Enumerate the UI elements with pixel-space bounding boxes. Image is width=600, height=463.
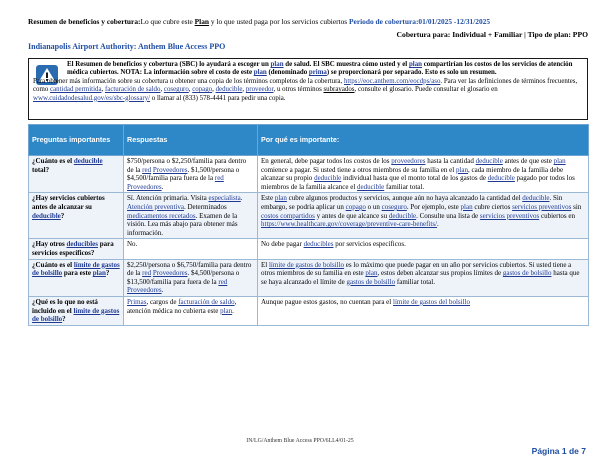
- w-text: . Consulte una lista de: [416, 211, 480, 220]
- plan-link[interactable]: plan: [365, 269, 378, 278]
- primas-link[interactable]: Primas: [127, 297, 147, 306]
- header-preguntas: Preguntas importantes: [29, 125, 124, 156]
- question-cell: [29, 156, 124, 193]
- w-text: En general, debe pagar todos los costos de los: [261, 157, 392, 165]
- copago-link[interactable]: copago: [345, 202, 366, 211]
- deducibles-link[interactable]: deducibles: [66, 240, 98, 249]
- table-header-row: [29, 125, 589, 156]
- a-text: .: [232, 306, 234, 315]
- q-text: ?: [62, 315, 66, 324]
- a-text: .: [240, 194, 243, 203]
- notice-r3: , u otros términos: [273, 86, 324, 94]
- why-cell: [258, 239, 589, 259]
- w-text: es lo máximo que puede pagar en un año por servicios cubiertos. Si usted tiene a otros miembros de su familia en este: [261, 260, 572, 278]
- w-text: cubiertos en: [539, 211, 575, 220]
- sbc-title-text-a: Lo que cubre este: [140, 17, 195, 26]
- proveedores-link[interactable]: Proveedores: [127, 286, 162, 295]
- especialista-link[interactable]: especialista: [208, 194, 241, 203]
- red-link[interactable]: red: [142, 269, 152, 278]
- q-text: para servicios específicos?: [32, 240, 114, 257]
- why-cell: [258, 156, 589, 193]
- notice-p1: El Resumen de beneficios y cobertura (SBC) lo ayudará a escoger un: [67, 61, 271, 68]
- w-text: , estos deben alcanzar sus propios límites de: [377, 269, 503, 278]
- term-deducible[interactable]: deducible: [215, 86, 243, 94]
- table-row: [29, 239, 589, 259]
- a-text: No.: [127, 240, 138, 249]
- a-text: . $4,500/persona o $13,500/familia para fuera de la: [127, 269, 240, 286]
- coverage-type: Cobertura para: Individual + Familiar | Tipo de plan: PPO: [396, 30, 588, 39]
- q-text: ¿Qué es lo que no está incluido en el: [32, 297, 98, 315]
- notice-text: [29, 61, 585, 103]
- deducible-link[interactable]: deducible: [357, 182, 385, 191]
- header-respuestas: Respuestas: [124, 125, 258, 156]
- q-text: total?: [32, 165, 50, 174]
- limite-gastos-link[interactable]: límite de gastos de bolsillo: [268, 260, 345, 269]
- a-text: Sí. Atención primaria. Visita: [127, 194, 209, 203]
- sbc-notice-box: [28, 58, 588, 120]
- a-text: , cargos de: [146, 297, 179, 306]
- notice-p5: ) se proporcionará por separado. Esto es solo un resumen.: [326, 69, 497, 77]
- notice-p2: de salud. El SBC muestra cómo usted y el: [283, 61, 409, 68]
- plan-link[interactable]: plan: [220, 306, 233, 315]
- sbc-title-text-b: y lo que usted paga por los servicios cubiertos: [209, 17, 350, 26]
- deducible-link[interactable]: deducible: [388, 211, 417, 220]
- w-text: . Por ejemplo, este: [406, 202, 461, 211]
- a-text: , atención médica no cubierta este: [127, 297, 237, 315]
- page-number: Página 1 de 7: [531, 446, 586, 456]
- notice-r4: , consulte el glosario. Puede consultar el glosario en: [354, 86, 498, 94]
- w-text: pagado por todos los miembros de la familia alcance el: [261, 174, 575, 191]
- a-text: .: [161, 182, 164, 191]
- q-text: ¿Hay servicios cubiertos antes de alcanzar su: [32, 194, 105, 211]
- deducible-link[interactable]: deducible: [487, 174, 515, 183]
- w-text: Este: [261, 194, 275, 203]
- atencion-preventiva-link[interactable]: Atención preventiva: [127, 202, 184, 211]
- proveedores-link[interactable]: Proveedores: [152, 165, 188, 174]
- why-cell: [258, 296, 589, 325]
- gastos-bolsillo-link[interactable]: gastos de bolsillo: [502, 269, 552, 278]
- a-text: . Determinados: [183, 202, 227, 211]
- sbc-title-plan: Plan: [194, 17, 210, 26]
- coseguro-link[interactable]: coseguro: [381, 202, 407, 211]
- proveedores-link[interactable]: proveedores: [391, 157, 426, 165]
- plan-link-1[interactable]: plan: [270, 61, 284, 68]
- term-coseguro[interactable]: coseguro: [163, 86, 189, 94]
- question-cell: [29, 239, 124, 259]
- deducible-link[interactable]: deducible: [73, 157, 103, 165]
- notice-bold: [33, 61, 585, 78]
- plan-link[interactable]: plan: [274, 194, 287, 203]
- servicios-preventivos-link[interactable]: servicios preventivos: [479, 211, 540, 220]
- answer-cell: [124, 296, 258, 325]
- w-text: individual hasta que el monto total de los gastos de: [341, 174, 488, 183]
- q-text: ?: [60, 211, 65, 220]
- term-copago[interactable]: copago: [192, 86, 213, 94]
- glossary-link[interactable]: www.cuidadodesalud.gov/es/sbc-glossary/: [33, 94, 151, 102]
- plan-link-2[interactable]: plan: [408, 61, 422, 68]
- a-text: .: [161, 286, 164, 295]
- table-row: [29, 156, 589, 193]
- costos-compartidos-link[interactable]: costos compartidos: [261, 211, 315, 220]
- w-text: hasta que se haya alcanzado el límite de: [261, 269, 580, 286]
- sep: ,: [160, 86, 164, 94]
- notice-r2: . Para ver las definiciones de términos frecuentes, como: [33, 77, 578, 94]
- why-cell: [258, 193, 589, 239]
- w-text: . Sin embargo, se podría aplicar un: [261, 194, 563, 211]
- footer-code: IN/LG/Anthem Blue Access PPO/6LL4/01-25: [246, 438, 354, 444]
- notice-p4: (denominado: [266, 69, 309, 77]
- deducibles-link[interactable]: deducibles: [303, 240, 334, 249]
- a-text: $2,250/persona o $6,750/familia para dentro de la: [127, 260, 252, 278]
- plan-link[interactable]: plan: [455, 165, 469, 174]
- w-text: No debe pagar: [261, 240, 304, 249]
- proveedores-link[interactable]: Proveedores: [152, 269, 188, 278]
- answer-cell: [124, 156, 258, 193]
- red-link[interactable]: red: [214, 174, 224, 183]
- sep: ,: [188, 86, 193, 94]
- benefits-table: [28, 124, 589, 326]
- w-text: El: [261, 260, 269, 269]
- table-row: [29, 259, 589, 296]
- gastos-bolsillo-link[interactable]: gastos de bolsillo: [346, 277, 396, 286]
- w-text: o un: [365, 202, 382, 211]
- plan-link[interactable]: plan: [92, 269, 106, 278]
- w-text: y antes de que alcance su: [314, 211, 389, 220]
- w-text: antes de que este: [502, 157, 554, 165]
- medicamentos-recetados-link[interactable]: medicamentos recetados: [127, 211, 196, 220]
- table-row: [29, 193, 589, 239]
- red-link[interactable]: red: [142, 165, 152, 174]
- coverage-period-label: Periodo de cobertura:: [349, 17, 419, 26]
- limite-gastos-link[interactable]: límite de gastos del bolsillo: [393, 297, 470, 306]
- deducible-link[interactable]: deducible: [475, 157, 503, 165]
- term-cantidad-permitida[interactable]: cantidad permitida: [50, 86, 102, 94]
- deducible-link[interactable]: deducible: [32, 211, 61, 220]
- sep: ,: [101, 86, 105, 94]
- servicios-preventivos-link[interactable]: servicios preventivos: [512, 202, 572, 211]
- plan-name: Indianapolis Airport Authority: Anthem Blue Access PPO: [28, 42, 226, 51]
- term-facturacion-saldo[interactable]: facturación de saldo: [104, 86, 161, 94]
- plan-link-3[interactable]: plan: [253, 69, 267, 77]
- sbc-title-bold: Resumen de beneficios y cobertura:: [28, 17, 141, 26]
- w-text: cubre ciertos: [472, 202, 513, 211]
- healthcare-gov-link[interactable]: https://www.healthcare.gov/coverage/preventive-care-benefits/: [261, 220, 438, 229]
- question-cell: [29, 296, 124, 325]
- coverage-period-value: 01/01/2025 -12/31/2025: [418, 17, 491, 26]
- w-text: comience a pagar. Si usted tiene a otros miembros de su familia en el: [261, 165, 456, 174]
- eoc-link[interactable]: https://eoc.anthem.com/eocdps/aso: [343, 77, 441, 85]
- a-text: $750/persona o $2,250/familia para dentro de la: [127, 157, 247, 174]
- a-text: . $1,500/persona o $4,500/familia para fuera de la: [127, 165, 240, 183]
- notice-subrayados: subrayados: [323, 86, 355, 94]
- w-text: Aunque pague estos gastos, no cuentan para el: [261, 297, 393, 306]
- notice-p3: compartirían los costos de los servicios de atención médica cubiertos. NOTA: La información sobre el costo de este: [67, 61, 573, 77]
- table-row: [29, 296, 589, 325]
- a-text: . Examen de la visión. Lea más abajo para obtener más información.: [127, 211, 238, 237]
- plan-link[interactable]: plan: [553, 157, 566, 165]
- term-proveedor[interactable]: proveedor: [245, 86, 274, 94]
- q-text: para este: [62, 269, 93, 278]
- sep: ,: [242, 86, 246, 94]
- deducible-link[interactable]: deducible: [314, 174, 342, 183]
- limite-gastos-link[interactable]: límite de gastos de bolsillo: [32, 260, 120, 278]
- header-por-que: Por qué es importante:: [258, 125, 589, 156]
- q-text: ¿Cuánto es el: [32, 157, 74, 165]
- notice-r1: Para obtener más información sobre su cobertura u obtener una copia de los términos completos de la cobertura,: [33, 77, 344, 85]
- deducible-link[interactable]: deducible: [522, 194, 550, 203]
- facturacion-saldo-link[interactable]: facturación de saldo: [178, 297, 235, 306]
- proveedores-link[interactable]: Proveedores: [127, 182, 162, 191]
- question-cell: [29, 193, 124, 239]
- sbc-title: [28, 17, 588, 26]
- red-link[interactable]: red: [218, 277, 228, 286]
- w-text: por servicios específicos.: [333, 240, 406, 249]
- notice-r5: o llamar al (833) 578-4441 para pedir una copia.: [150, 94, 286, 102]
- prima-link[interactable]: prima: [308, 69, 327, 77]
- q-text: ¿Cuánto es el: [32, 260, 74, 269]
- w-text: familiar total.: [384, 182, 425, 191]
- answer-cell: [124, 259, 258, 296]
- answer-cell: [124, 193, 258, 239]
- w-text: .: [437, 220, 439, 229]
- plan-link[interactable]: plan: [460, 202, 473, 211]
- w-text: sin: [571, 202, 582, 211]
- w-text: hasta la cantidad: [425, 157, 476, 165]
- question-cell: [29, 259, 124, 296]
- why-cell: [258, 259, 589, 296]
- q-text: ¿Hay otros: [32, 240, 67, 249]
- q-text: ?: [105, 269, 110, 278]
- limite-gastos-link[interactable]: límite de gastos de bolsillo: [32, 306, 120, 324]
- w-text: , cada miembro de la familia debe alcanzar su propio: [261, 165, 564, 183]
- answer-cell: [124, 239, 258, 259]
- sep: ,: [212, 86, 216, 94]
- w-text: familiar total.: [395, 277, 435, 286]
- w-text: cubre algunos productos y servicios, aunque aún no haya alcanzado la cantidad del: [286, 194, 523, 203]
